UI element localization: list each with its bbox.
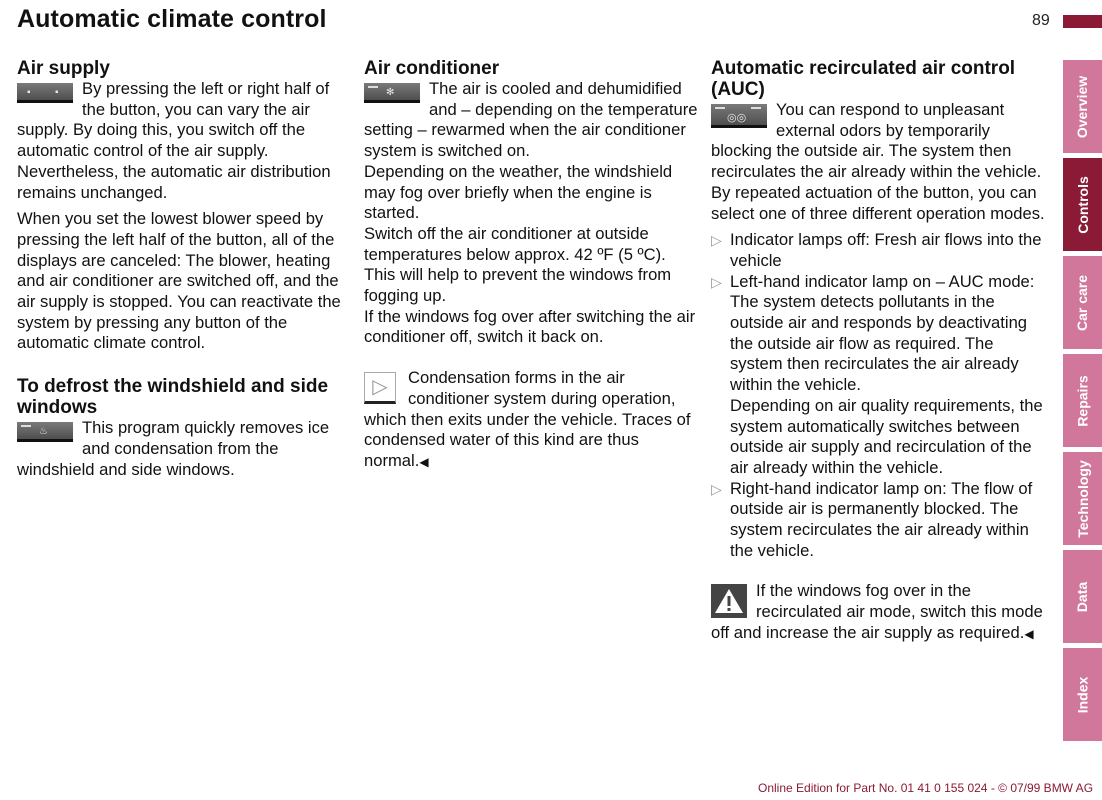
defrost-button-icon: ♨ bbox=[17, 422, 73, 442]
ac-note-text: Condensation forms in the air conditioner system during operation, which then exits under the vehicle. Traces of condensed water of this kind are thus normal. bbox=[364, 368, 691, 470]
tab-label: Data bbox=[1074, 581, 1091, 612]
ac-text-1: The air is cooled and dehumidified and – depending on the temperature setting – rewarmed when the air conditioner system is switched on. bbox=[364, 79, 698, 161]
defrost-section bbox=[17, 418, 352, 480]
ac-text-2: Depending on the weather, the windshield may fog over briefly when the engine is started. bbox=[364, 161, 673, 223]
warning-icon bbox=[711, 584, 747, 618]
page-title: Automatic climate control bbox=[17, 5, 327, 33]
defrost-text: This program quickly removes ice and condensation from the windshield and side windows. bbox=[17, 418, 330, 479]
list-item bbox=[711, 230, 1046, 271]
recirculation-button-icon: ◎◎ bbox=[711, 104, 767, 128]
air-supply-button-icon: ▪ ▪ bbox=[17, 83, 73, 103]
air-supply-section bbox=[17, 79, 352, 203]
list-item-text: Right-hand indicator lamp on: The flow of outside air is permanently blocked. The system recirculates the air already within the vehicle. bbox=[730, 478, 1033, 560]
tab-data[interactable] bbox=[1063, 550, 1102, 643]
page-number-bar bbox=[1063, 15, 1102, 28]
ac-text-4: If the windows fog over after switching the air conditioner off, switch it back on. bbox=[364, 306, 696, 347]
list-item bbox=[711, 272, 1046, 479]
auc-mode-list bbox=[711, 230, 1046, 561]
column-left bbox=[17, 56, 352, 480]
page-number: 89 bbox=[1032, 12, 1050, 29]
air-conditioner-section bbox=[364, 79, 699, 162]
list-item-text: Left-hand indicator lamp on – AUC mode: The system detects pollutants in the outside air and responds by deactivating the outside air flow as required. The system then recirculates the air already within the vehicle. bbox=[730, 271, 1035, 395]
list-item-text: Indicator lamps off: Fresh air flows into the vehicle bbox=[730, 230, 1042, 270]
tab-overview[interactable] bbox=[1063, 60, 1102, 153]
tab-controls[interactable] bbox=[1063, 158, 1102, 251]
tab-car-care[interactable] bbox=[1063, 256, 1102, 349]
auc-warning bbox=[711, 581, 1046, 644]
tab-label: Car care bbox=[1074, 274, 1091, 331]
tab-repairs[interactable] bbox=[1063, 354, 1102, 447]
column-middle bbox=[364, 56, 699, 473]
section-heading-air-supply: Air supply bbox=[17, 58, 110, 79]
section-heading-auc: Automatic recirculated air control (AUC) bbox=[711, 58, 1016, 100]
tab-index[interactable] bbox=[1063, 648, 1102, 741]
footer-copyright: Online Edition for Part No. 01 41 0 155 024 - © 07/99 BMW AG bbox=[758, 781, 1094, 795]
list-item bbox=[711, 479, 1046, 562]
warning-text: If the windows fog over in the recirculated air mode, switch this mode off and increase the air supply as required. bbox=[711, 581, 1043, 642]
auc-text-1: You can respond to unpleasant external odors by temporarily blocking the outside air. The system then recirculates the air already within the vehicle. By repeated actuation of the button, you can select one of three different operation modes. bbox=[711, 100, 1045, 223]
end-mark-icon: ◀ bbox=[419, 454, 429, 469]
tab-label: Repairs bbox=[1074, 374, 1091, 427]
tab-technology[interactable] bbox=[1063, 452, 1102, 545]
note-triangle-icon: ▷ bbox=[364, 372, 396, 404]
tab-label: Technology bbox=[1074, 459, 1091, 538]
air-supply-text-2: When you set the lowest blower speed by pressing the left half of the button, all of the displays are canceled: The blower, heating and air conditioner are switched off, and the air supply is stopped. You can reactivate the system by pressing any button of the automatic climate control. bbox=[17, 209, 341, 353]
tab-label: Index bbox=[1074, 676, 1091, 713]
ac-button-icon: ✻ bbox=[364, 83, 420, 103]
auc-section bbox=[711, 100, 1046, 224]
section-heading-defrost: To defrost the windshield and side windows bbox=[17, 376, 329, 419]
bullet-triangle-icon: ▷ bbox=[711, 232, 722, 249]
list-item-extra-text: Depending on air quality requirements, the system automatically switches between outside air supply and recirculation of the air already within the vehicle. bbox=[730, 395, 1043, 477]
section-heading-air-conditioner: Air conditioner bbox=[364, 58, 500, 79]
bullet-triangle-icon: ▷ bbox=[711, 273, 722, 290]
bullet-triangle-icon: ▷ bbox=[711, 480, 722, 497]
column-right bbox=[711, 56, 1046, 645]
end-mark-icon: ◀ bbox=[1024, 626, 1034, 641]
tab-label: Controls bbox=[1074, 175, 1091, 234]
ac-note bbox=[364, 368, 699, 473]
air-supply-text-1: By pressing the left or right half of the button, you can vary the air supply. By doing this, you switch off the automatic control of the air supply. Nevertheless, the automatic air distribution remains unchanged. bbox=[17, 79, 331, 202]
tab-label: Overview bbox=[1074, 75, 1091, 138]
ac-text-3: Switch off the air conditioner at outside temperatures below approx. 42 ºF (5 ºC). This will help to prevent the windows from fogging up. bbox=[364, 223, 672, 306]
